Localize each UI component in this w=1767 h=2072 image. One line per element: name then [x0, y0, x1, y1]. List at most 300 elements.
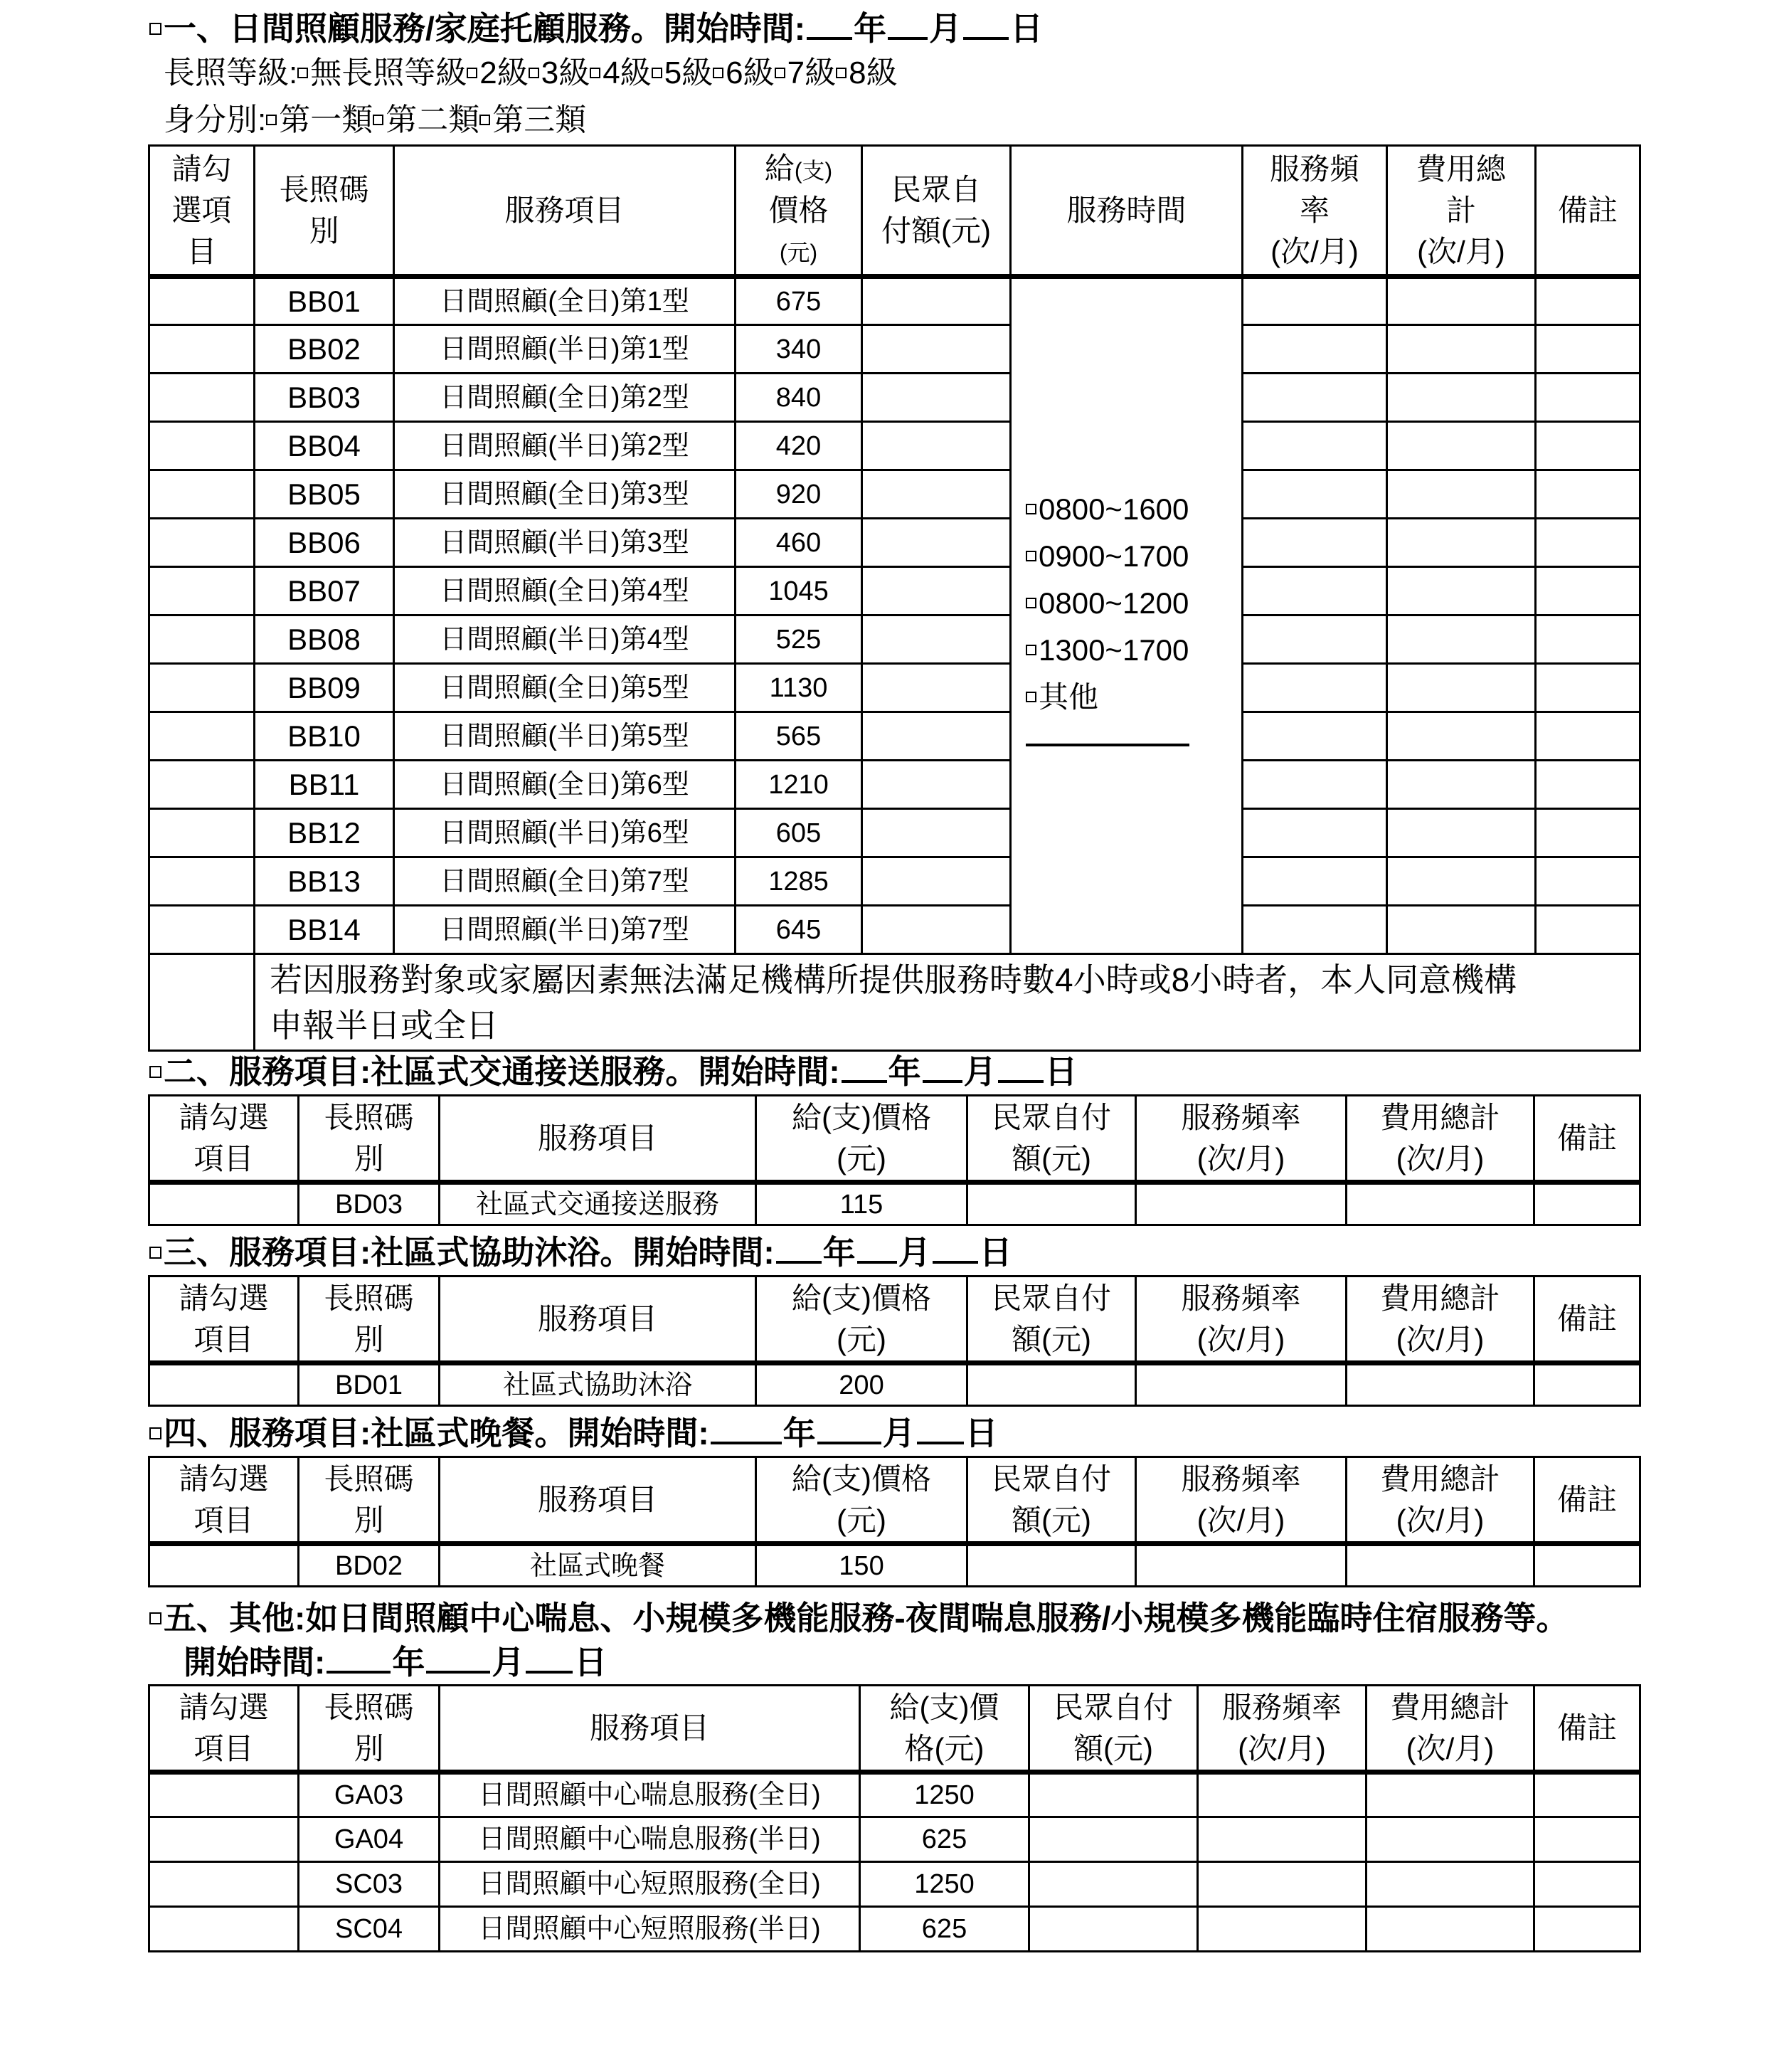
identity-label-2: 第三類	[492, 102, 587, 137]
header-item: 服務項目	[440, 1457, 756, 1544]
copay-cell[interactable]	[862, 712, 1011, 761]
frequency-cell[interactable]	[1243, 422, 1387, 470]
code-cell: BB01	[255, 277, 394, 325]
service-item-cell: 日間照顧中心短照服務(全日)	[440, 1862, 860, 1907]
remark-cell[interactable]	[1534, 1363, 1640, 1406]
care-level-checkbox-6[interactable]	[775, 68, 785, 78]
section1-checkbox[interactable]	[149, 23, 161, 35]
header-check: 請勾選 項目	[149, 1457, 299, 1544]
check-cell[interactable]	[149, 664, 255, 712]
copay-cell[interactable]	[862, 761, 1011, 809]
remark-cell[interactable]	[1536, 277, 1640, 325]
day-blank[interactable]	[933, 1232, 978, 1264]
care-level-options	[297, 56, 897, 90]
section2-table	[148, 1094, 1641, 1226]
note-check-cell[interactable]	[149, 954, 255, 1051]
frequency-cell[interactable]	[1243, 615, 1387, 664]
care-level-checkbox-4[interactable]	[652, 68, 662, 78]
code-cell: SC04	[299, 1907, 440, 1952]
note-text: 若因服務對象或家屬因素無法滿足機構所提供服務時數4小時或8小時者，本人同意機構 申報半日或全日	[255, 954, 1640, 1051]
day-label: 日	[1010, 10, 1044, 47]
section2-title: 二、服務項目:社區式交通接送服務。開始時間:	[164, 1053, 840, 1090]
header-time: 服務時間	[1011, 146, 1243, 277]
header-copay: 民眾自付 額(元)	[1029, 1686, 1198, 1772]
section5-heading	[149, 1598, 1569, 1638]
frequency-cell[interactable]	[1243, 761, 1387, 809]
identity-checkbox-0[interactable]	[266, 115, 277, 125]
frequency-cell[interactable]	[1243, 664, 1387, 712]
care-level-checkbox-7[interactable]	[836, 68, 847, 78]
year-label: 年	[854, 10, 887, 47]
frequency-cell[interactable]	[1198, 1907, 1367, 1952]
section3-table	[148, 1275, 1641, 1407]
price-cell: 1210	[736, 761, 862, 809]
section4-table	[148, 1456, 1641, 1587]
section5-title: 五、其他:如日間照顧中心喘息、小規模多機能服務-夜間喘息服務/小規模多機能臨時住宿服務等。	[164, 1600, 1569, 1637]
check-cell[interactable]	[149, 519, 255, 567]
day-label: 日	[574, 1644, 607, 1681]
service-item-cell: 日間照顧中心短照服務(半日)	[440, 1907, 860, 1952]
care-level-checkbox-1[interactable]	[467, 68, 477, 78]
time-option-label: 其他	[1039, 680, 1099, 714]
copay-cell[interactable]	[862, 664, 1011, 712]
header-item: 服務項目	[440, 1686, 860, 1772]
month-label: 月	[492, 1644, 525, 1681]
code-cell: BB04	[255, 422, 394, 470]
service-item-cell: 日間照顧(全日)第6型	[394, 761, 736, 809]
day-blank[interactable]	[917, 1413, 964, 1444]
time-option-3[interactable]	[1026, 627, 1241, 674]
remark-cell[interactable]	[1536, 712, 1640, 761]
care-level-label-2: 3級	[541, 56, 590, 90]
header-item: 服務項目	[440, 1096, 756, 1183]
total-cell[interactable]	[1387, 277, 1536, 325]
total-cell[interactable]	[1387, 809, 1536, 857]
code-cell: BB14	[255, 906, 394, 954]
month-label: 月	[929, 10, 962, 47]
remark-cell[interactable]	[1536, 374, 1640, 422]
frequency-cell[interactable]	[1243, 519, 1387, 567]
copay-cell[interactable]	[862, 277, 1011, 325]
total-cell[interactable]	[1367, 1907, 1534, 1952]
service-item-cell: 日間照顧中心喘息服務(全日)	[440, 1772, 860, 1817]
remark-cell[interactable]	[1536, 761, 1640, 809]
care-level-label-1: 2級	[479, 56, 529, 90]
check-cell[interactable]	[149, 470, 255, 519]
copay-cell[interactable]	[967, 1544, 1136, 1587]
table-row	[149, 761, 1640, 809]
care-level-label: 長照等級:	[164, 56, 298, 90]
price-cell: 150	[756, 1544, 967, 1587]
month-blank[interactable]	[888, 9, 928, 40]
section5-checkbox[interactable]	[149, 1612, 161, 1624]
identity-label: 身分別:	[164, 102, 267, 137]
day-blank[interactable]	[998, 1052, 1044, 1083]
remark-cell[interactable]	[1536, 325, 1640, 374]
total-cell[interactable]	[1347, 1544, 1534, 1587]
frequency-cell[interactable]	[1243, 277, 1387, 325]
month-label: 月	[882, 1415, 916, 1452]
copay-cell[interactable]	[1029, 1772, 1198, 1817]
year-blank[interactable]	[807, 9, 852, 40]
price-cell: 1285	[736, 857, 862, 906]
service-item-cell: 日間照顧(半日)第6型	[394, 809, 736, 857]
check-cell[interactable]	[149, 1862, 299, 1907]
service-item-cell: 日間照顧(半日)第5型	[394, 712, 736, 761]
table-row	[149, 712, 1640, 761]
copay-cell[interactable]	[862, 374, 1011, 422]
remark-cell[interactable]	[1536, 615, 1640, 664]
price-cell: 675	[736, 277, 862, 325]
service-item-cell: 日間照顧中心喘息服務(半日)	[440, 1817, 860, 1862]
header-copay: 民眾自付 額(元)	[967, 1096, 1136, 1183]
year-blank[interactable]	[776, 1232, 822, 1264]
time-option-2[interactable]	[1026, 580, 1241, 627]
frequency-cell[interactable]	[1243, 374, 1387, 422]
service-item-cell: 日間照顧(半日)第7型	[394, 906, 736, 954]
section4-checkbox[interactable]	[149, 1427, 161, 1439]
total-cell[interactable]	[1367, 1817, 1534, 1862]
code-cell: BB08	[255, 615, 394, 664]
copay-cell[interactable]	[862, 567, 1011, 615]
remark-cell[interactable]	[1536, 857, 1640, 906]
header-copay: 民眾自付 額(元)	[967, 1457, 1136, 1544]
table-row	[149, 1183, 1640, 1225]
header-copay: 民眾自付 額(元)	[967, 1276, 1136, 1363]
check-cell[interactable]	[149, 422, 255, 470]
care-level-label-3: 4級	[603, 56, 652, 90]
section3-checkbox[interactable]	[149, 1247, 161, 1259]
day-label: 日	[965, 1415, 998, 1452]
code-cell: GA03	[299, 1772, 440, 1817]
identity-label-1: 第二類	[386, 102, 480, 137]
total-cell[interactable]	[1387, 857, 1536, 906]
price-cell: 525	[736, 615, 862, 664]
header-total: 費用總計 (次/月)	[1347, 1457, 1534, 1544]
service-item-cell: 社區式晚餐	[440, 1544, 756, 1587]
start-label: 開始時間:	[184, 1644, 326, 1681]
header-check: 請勾選 項目	[149, 1276, 299, 1363]
code-cell: BD01	[299, 1363, 440, 1406]
remark-cell[interactable]	[1536, 809, 1640, 857]
time-option-label: 0800~1200	[1039, 586, 1189, 620]
year-blank[interactable]	[842, 1052, 887, 1083]
year-label: 年	[822, 1234, 856, 1271]
table-row	[149, 1544, 1640, 1587]
frequency-cell[interactable]	[1243, 906, 1387, 954]
total-cell[interactable]	[1387, 615, 1536, 664]
table-row	[149, 906, 1640, 954]
copay-cell[interactable]	[862, 325, 1011, 374]
year-blank[interactable]	[327, 1642, 391, 1674]
time-option-4[interactable]	[1026, 674, 1241, 721]
check-cell[interactable]	[149, 761, 255, 809]
price-cell: 625	[860, 1817, 1029, 1862]
day-label: 日	[979, 1234, 1012, 1271]
year-label: 年	[888, 1053, 921, 1090]
price-cell: 460	[736, 519, 862, 567]
header-remark: 備註	[1534, 1276, 1640, 1363]
header-code: 長照碼 別	[255, 146, 394, 277]
day-blank[interactable]	[526, 1642, 573, 1674]
frequency-cell[interactable]	[1136, 1363, 1347, 1406]
time-option-checkbox[interactable]	[1026, 598, 1036, 608]
total-cell[interactable]	[1387, 325, 1536, 374]
service-item-cell: 社區式交通接送服務	[440, 1183, 756, 1225]
copay-cell[interactable]	[862, 857, 1011, 906]
remark-cell[interactable]	[1534, 1183, 1640, 1225]
code-cell: BB02	[255, 325, 394, 374]
total-cell[interactable]	[1387, 567, 1536, 615]
total-cell[interactable]	[1387, 519, 1536, 567]
identity-line	[164, 101, 586, 139]
table-row	[149, 809, 1640, 857]
code-cell: BB07	[255, 567, 394, 615]
frequency-cell[interactable]	[1243, 712, 1387, 761]
remark-cell[interactable]	[1536, 567, 1640, 615]
frequency-cell[interactable]	[1243, 567, 1387, 615]
total-cell[interactable]	[1367, 1772, 1534, 1817]
code-cell: BB03	[255, 374, 394, 422]
time-option-checkbox[interactable]	[1026, 551, 1036, 561]
service-item-cell: 日間照顧(全日)第2型	[394, 374, 736, 422]
price-cell: 1130	[736, 664, 862, 712]
table-row	[149, 1862, 1640, 1907]
check-cell[interactable]	[149, 906, 255, 954]
remark-cell[interactable]	[1536, 906, 1640, 954]
other-services-table	[148, 1684, 1641, 1952]
remark-cell[interactable]	[1534, 1772, 1640, 1817]
table-row	[149, 374, 1640, 422]
time-option-label: 1300~1700	[1039, 633, 1189, 667]
section2-checkbox[interactable]	[149, 1066, 161, 1078]
table-row	[149, 1363, 1640, 1406]
remark-cell[interactable]	[1534, 1862, 1640, 1907]
remark-cell[interactable]	[1536, 470, 1640, 519]
service-item-cell: 日間照顧(全日)第7型	[394, 857, 736, 906]
copay-cell[interactable]	[967, 1363, 1136, 1406]
check-cell[interactable]	[149, 1544, 299, 1587]
table-row	[149, 1817, 1640, 1862]
section3-heading	[149, 1232, 1012, 1272]
check-cell[interactable]	[149, 809, 255, 857]
copay-cell[interactable]	[862, 906, 1011, 954]
code-cell: BB11	[255, 761, 394, 809]
time-option-0[interactable]	[1026, 486, 1241, 533]
header-code: 長照碼 別	[299, 1457, 440, 1544]
table-row	[149, 857, 1640, 906]
service-item-cell: 日間照顧(半日)第2型	[394, 422, 736, 470]
care-level-line	[164, 54, 898, 92]
day-label: 日	[1044, 1053, 1078, 1090]
check-cell[interactable]	[149, 857, 255, 906]
price-cell: 605	[736, 809, 862, 857]
table-row	[149, 1772, 1640, 1817]
remark-cell[interactable]	[1534, 1817, 1640, 1862]
check-cell[interactable]	[149, 1772, 299, 1817]
copay-cell[interactable]	[862, 519, 1011, 567]
service-item-cell: 日間照顧(全日)第5型	[394, 664, 736, 712]
code-cell: BD02	[299, 1544, 440, 1587]
service-item-cell: 日間照顧(全日)第3型	[394, 470, 736, 519]
remark-cell[interactable]	[1534, 1544, 1640, 1587]
copay-cell[interactable]	[862, 470, 1011, 519]
total-cell[interactable]	[1387, 470, 1536, 519]
section4-heading	[149, 1413, 998, 1453]
month-blank[interactable]	[426, 1642, 490, 1674]
frequency-cell[interactable]	[1136, 1183, 1347, 1225]
time-option-checkbox[interactable]	[1026, 504, 1036, 514]
remark-cell[interactable]	[1536, 664, 1640, 712]
header-price: 給(支)價格 (元)	[756, 1457, 967, 1544]
day-blank[interactable]	[963, 9, 1009, 40]
total-cell[interactable]	[1347, 1183, 1534, 1225]
total-cell[interactable]	[1387, 374, 1536, 422]
service-item-cell: 日間照顧(半日)第4型	[394, 615, 736, 664]
check-cell[interactable]	[149, 615, 255, 664]
code-cell: GA04	[299, 1817, 440, 1862]
code-cell: BB06	[255, 519, 394, 567]
price-cell: 625	[860, 1907, 1029, 1952]
table-row	[149, 422, 1640, 470]
price-cell: 200	[756, 1363, 967, 1406]
header-total: 費用總 計 (次/月)	[1387, 146, 1536, 277]
header-remark: 備註	[1536, 146, 1640, 277]
header-freq: 服務頻率 (次/月)	[1136, 1457, 1347, 1544]
day-care-table	[148, 144, 1641, 1052]
code-cell: BB05	[255, 470, 394, 519]
copay-cell[interactable]	[1029, 1817, 1198, 1862]
section1-heading	[149, 9, 1043, 48]
total-cell[interactable]	[1367, 1862, 1534, 1907]
header-freq: 服務頻率 (次/月)	[1136, 1276, 1347, 1363]
check-cell[interactable]	[149, 325, 255, 374]
care-level-checkbox-2[interactable]	[529, 68, 539, 78]
header-price: 給(支)價 格(元)	[860, 1686, 1029, 1772]
identity-checkbox-2[interactable]	[479, 115, 490, 125]
check-cell[interactable]	[149, 277, 255, 325]
frequency-cell[interactable]	[1243, 857, 1387, 906]
header-check: 請勾選 項目	[149, 1096, 299, 1183]
check-cell[interactable]	[149, 567, 255, 615]
month-blank[interactable]	[817, 1413, 881, 1444]
frequency-cell[interactable]	[1243, 470, 1387, 519]
care-level-checkbox-0[interactable]	[297, 68, 308, 78]
identity-options	[266, 102, 586, 137]
care-level-label-0: 無長照等級	[310, 56, 467, 90]
time-option-label: 0900~1700	[1039, 539, 1189, 573]
price-cell: 1045	[736, 567, 862, 615]
month-label: 月	[898, 1234, 931, 1271]
header-code: 長照碼 別	[299, 1686, 440, 1772]
header-code: 長照碼 別	[299, 1276, 440, 1363]
code-cell: BB13	[255, 857, 394, 906]
check-cell[interactable]	[149, 1907, 299, 1952]
time-option-checkbox[interactable]	[1026, 692, 1036, 702]
service-item-cell: 社區式協助沐浴	[440, 1363, 756, 1406]
header-freq: 服務頻 率 (次/月)	[1243, 146, 1387, 277]
copay-cell[interactable]	[1029, 1862, 1198, 1907]
section4-title: 四、服務項目:社區式晚餐。開始時間:	[164, 1415, 709, 1452]
service-item-cell: 日間照顧(全日)第4型	[394, 567, 736, 615]
total-cell[interactable]	[1387, 664, 1536, 712]
code-cell: SC03	[299, 1862, 440, 1907]
header-item: 服務項目	[440, 1276, 756, 1363]
code-cell: BB10	[255, 712, 394, 761]
header-price: 給(支) 價格 (元)	[736, 146, 862, 277]
table-row	[149, 567, 1640, 615]
care-level-checkbox-3[interactable]	[590, 68, 600, 78]
table-row	[149, 325, 1640, 374]
header-price: 給(支)價格 (元)	[756, 1096, 967, 1183]
copay-cell[interactable]	[1029, 1907, 1198, 1952]
price-cell: 920	[736, 470, 862, 519]
code-cell: BB09	[255, 664, 394, 712]
remark-cell[interactable]	[1536, 422, 1640, 470]
header-total: 費用總計 (次/月)	[1347, 1276, 1534, 1363]
header-remark: 備註	[1534, 1457, 1640, 1544]
code-cell: BD03	[299, 1183, 440, 1225]
frequency-cell[interactable]	[1243, 809, 1387, 857]
check-cell[interactable]	[149, 712, 255, 761]
care-level-label-5: 6級	[726, 56, 775, 90]
header-price: 給(支)價格 (元)	[756, 1276, 967, 1363]
check-cell[interactable]	[149, 1363, 299, 1406]
identity-checkbox-1[interactable]	[373, 115, 383, 125]
frequency-cell[interactable]	[1198, 1772, 1367, 1817]
price-cell: 565	[736, 712, 862, 761]
service-item-cell: 日間照顧(半日)第3型	[394, 519, 736, 567]
check-cell[interactable]	[149, 1817, 299, 1862]
copay-cell[interactable]	[862, 422, 1011, 470]
price-cell: 420	[736, 422, 862, 470]
frequency-cell[interactable]	[1243, 325, 1387, 374]
identity-label-0: 第一類	[279, 102, 373, 137]
year-label: 年	[782, 1415, 816, 1452]
frequency-cell[interactable]	[1198, 1862, 1367, 1907]
section5-start-line	[184, 1642, 607, 1682]
check-cell[interactable]	[149, 374, 255, 422]
time-option-checkbox[interactable]	[1026, 645, 1036, 655]
copay-cell[interactable]	[862, 615, 1011, 664]
month-blank[interactable]	[857, 1232, 897, 1264]
header-check: 請勾 選項 目	[149, 146, 255, 277]
total-cell[interactable]	[1387, 906, 1536, 954]
header-copay: 民眾自 付額(元)	[862, 146, 1011, 277]
total-cell[interactable]	[1387, 761, 1536, 809]
remark-cell[interactable]	[1534, 1907, 1640, 1952]
total-cell[interactable]	[1387, 712, 1536, 761]
month-blank[interactable]	[923, 1052, 962, 1083]
table-row	[149, 470, 1640, 519]
section3-title: 三、服務項目:社區式協助沐浴。開始時間:	[164, 1234, 775, 1271]
remark-cell[interactable]	[1536, 519, 1640, 567]
total-cell[interactable]	[1347, 1363, 1534, 1406]
year-label: 年	[392, 1644, 425, 1681]
header-remark: 備註	[1534, 1686, 1640, 1772]
frequency-cell[interactable]	[1198, 1817, 1367, 1862]
code-cell: BB12	[255, 809, 394, 857]
year-blank[interactable]	[711, 1413, 782, 1444]
frequency-cell[interactable]	[1136, 1544, 1347, 1587]
care-level-checkbox-5[interactable]	[713, 68, 723, 78]
copay-cell[interactable]	[967, 1183, 1136, 1225]
total-cell[interactable]	[1387, 422, 1536, 470]
header-remark: 備註	[1534, 1096, 1640, 1183]
time-option-1[interactable]	[1026, 533, 1241, 580]
copay-cell[interactable]	[862, 809, 1011, 857]
check-cell[interactable]	[149, 1183, 299, 1225]
